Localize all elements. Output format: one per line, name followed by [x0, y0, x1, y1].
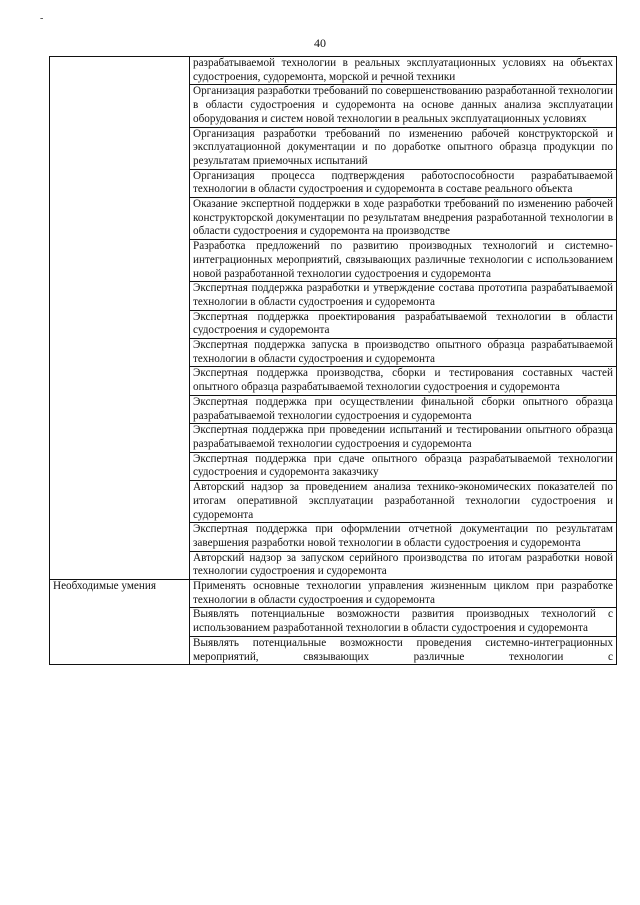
- action-cell: Экспертная поддержка запуска в производство опытного образца разрабатываемой технологии в области судостроения и судоремонта: [190, 339, 617, 367]
- action-cell: Организация разработки требований по изменению рабочей конструкторской и эксплуатационной документации и по доработке опытного образца продукции по результатам приемочных испытаний: [190, 127, 617, 169]
- action-cell: Авторский надзор за запуском серийного производства по итогам разработки новой технологии судостроения и судоремонта: [190, 551, 617, 579]
- action-cell: Экспертная поддержка при проведении испытаний и тестировании опытного образца разрабатываемой технологии судостроения и судоремонта: [190, 424, 617, 452]
- action-cell: Выявлять потенциальные возможности проведения системно-интеграционных мероприятий, связывающих различные технологии с: [190, 636, 617, 664]
- action-cell: Экспертная поддержка проектирования разрабатываемой технологии в области судостроения и судоремонта: [190, 310, 617, 338]
- action-cell: разрабатываемой технологии в реальных эксплуатационных условиях на объектах судостроения, судоремонта, морской и речной техники: [190, 57, 617, 85]
- table-body: [50, 57, 617, 665]
- action-cell: Авторский надзор за проведением анализа технико-экономических показателей по итогам оперативной эксплуатации разработанной технологии судостроения и судоремонта: [190, 481, 617, 523]
- action-cell: Экспертная поддержка при осуществлении финальной сборки опытного образца разрабатываемой технологии судостроения и судоремонта: [190, 395, 617, 423]
- corner-mark: -: [40, 13, 44, 24]
- page-number: 40: [314, 36, 326, 50]
- action-cell: Организация процесса подтверждения работоспособности разрабатываемой технологии в области судостроения и судоремонта в составе реального объекта: [190, 169, 617, 197]
- table-row: [50, 57, 617, 85]
- action-cell: Экспертная поддержка производства, сборки и тестирования составных частей опытного образца разрабатываемой технологии судостроения и судоремонта: [190, 367, 617, 395]
- action-cell: Применять основные технологии управления жизненным циклом при разработке технологии в области судостроения и судоремонта: [190, 580, 617, 608]
- action-cell: Экспертная поддержка разработки и утверждение состава прототипа разрабатываемой технологии в области судостроения и судоремонта: [190, 282, 617, 310]
- action-cell: Организация разработки требований по совершенствованию разработанной технологии в области судостроения и судоремонта на основе данных анализа эксплуатации оборудования и систем новой технологии в реальных эксплуатационных условиях: [190, 85, 617, 127]
- action-cell: Экспертная поддержка при сдаче опытного образца разрабатываемой технологии судостроения и судоремонта заказчику: [190, 452, 617, 480]
- row-label-empty: [50, 57, 190, 580]
- action-cell: Экспертная поддержка при оформлении отчетной документации по результатам завершения разработки новой технологии в области судостроения и судоремонта: [190, 523, 617, 551]
- action-cell: Разработка предложений по развитию производных технологий и системно-интеграционных мероприятий, связывающих различные технологии с использованием новой разработанной технологии судостроения и судоремонта: [190, 240, 617, 282]
- action-cell: Оказание экспертной поддержки в ходе разработки требований по изменению рабочей конструкторской документации по результатам внедрения разработанной технологии в области судостроения и судоремонта на производстве: [190, 198, 617, 240]
- table-row: [50, 580, 617, 608]
- action-cell: Выявлять потенциальные возможности развития производных технологий с использованием разработанной технологии в области судостроения и судоремонта: [190, 608, 617, 636]
- competency-table: [49, 56, 617, 665]
- row-label-skills: Необходимые умения: [50, 580, 190, 665]
